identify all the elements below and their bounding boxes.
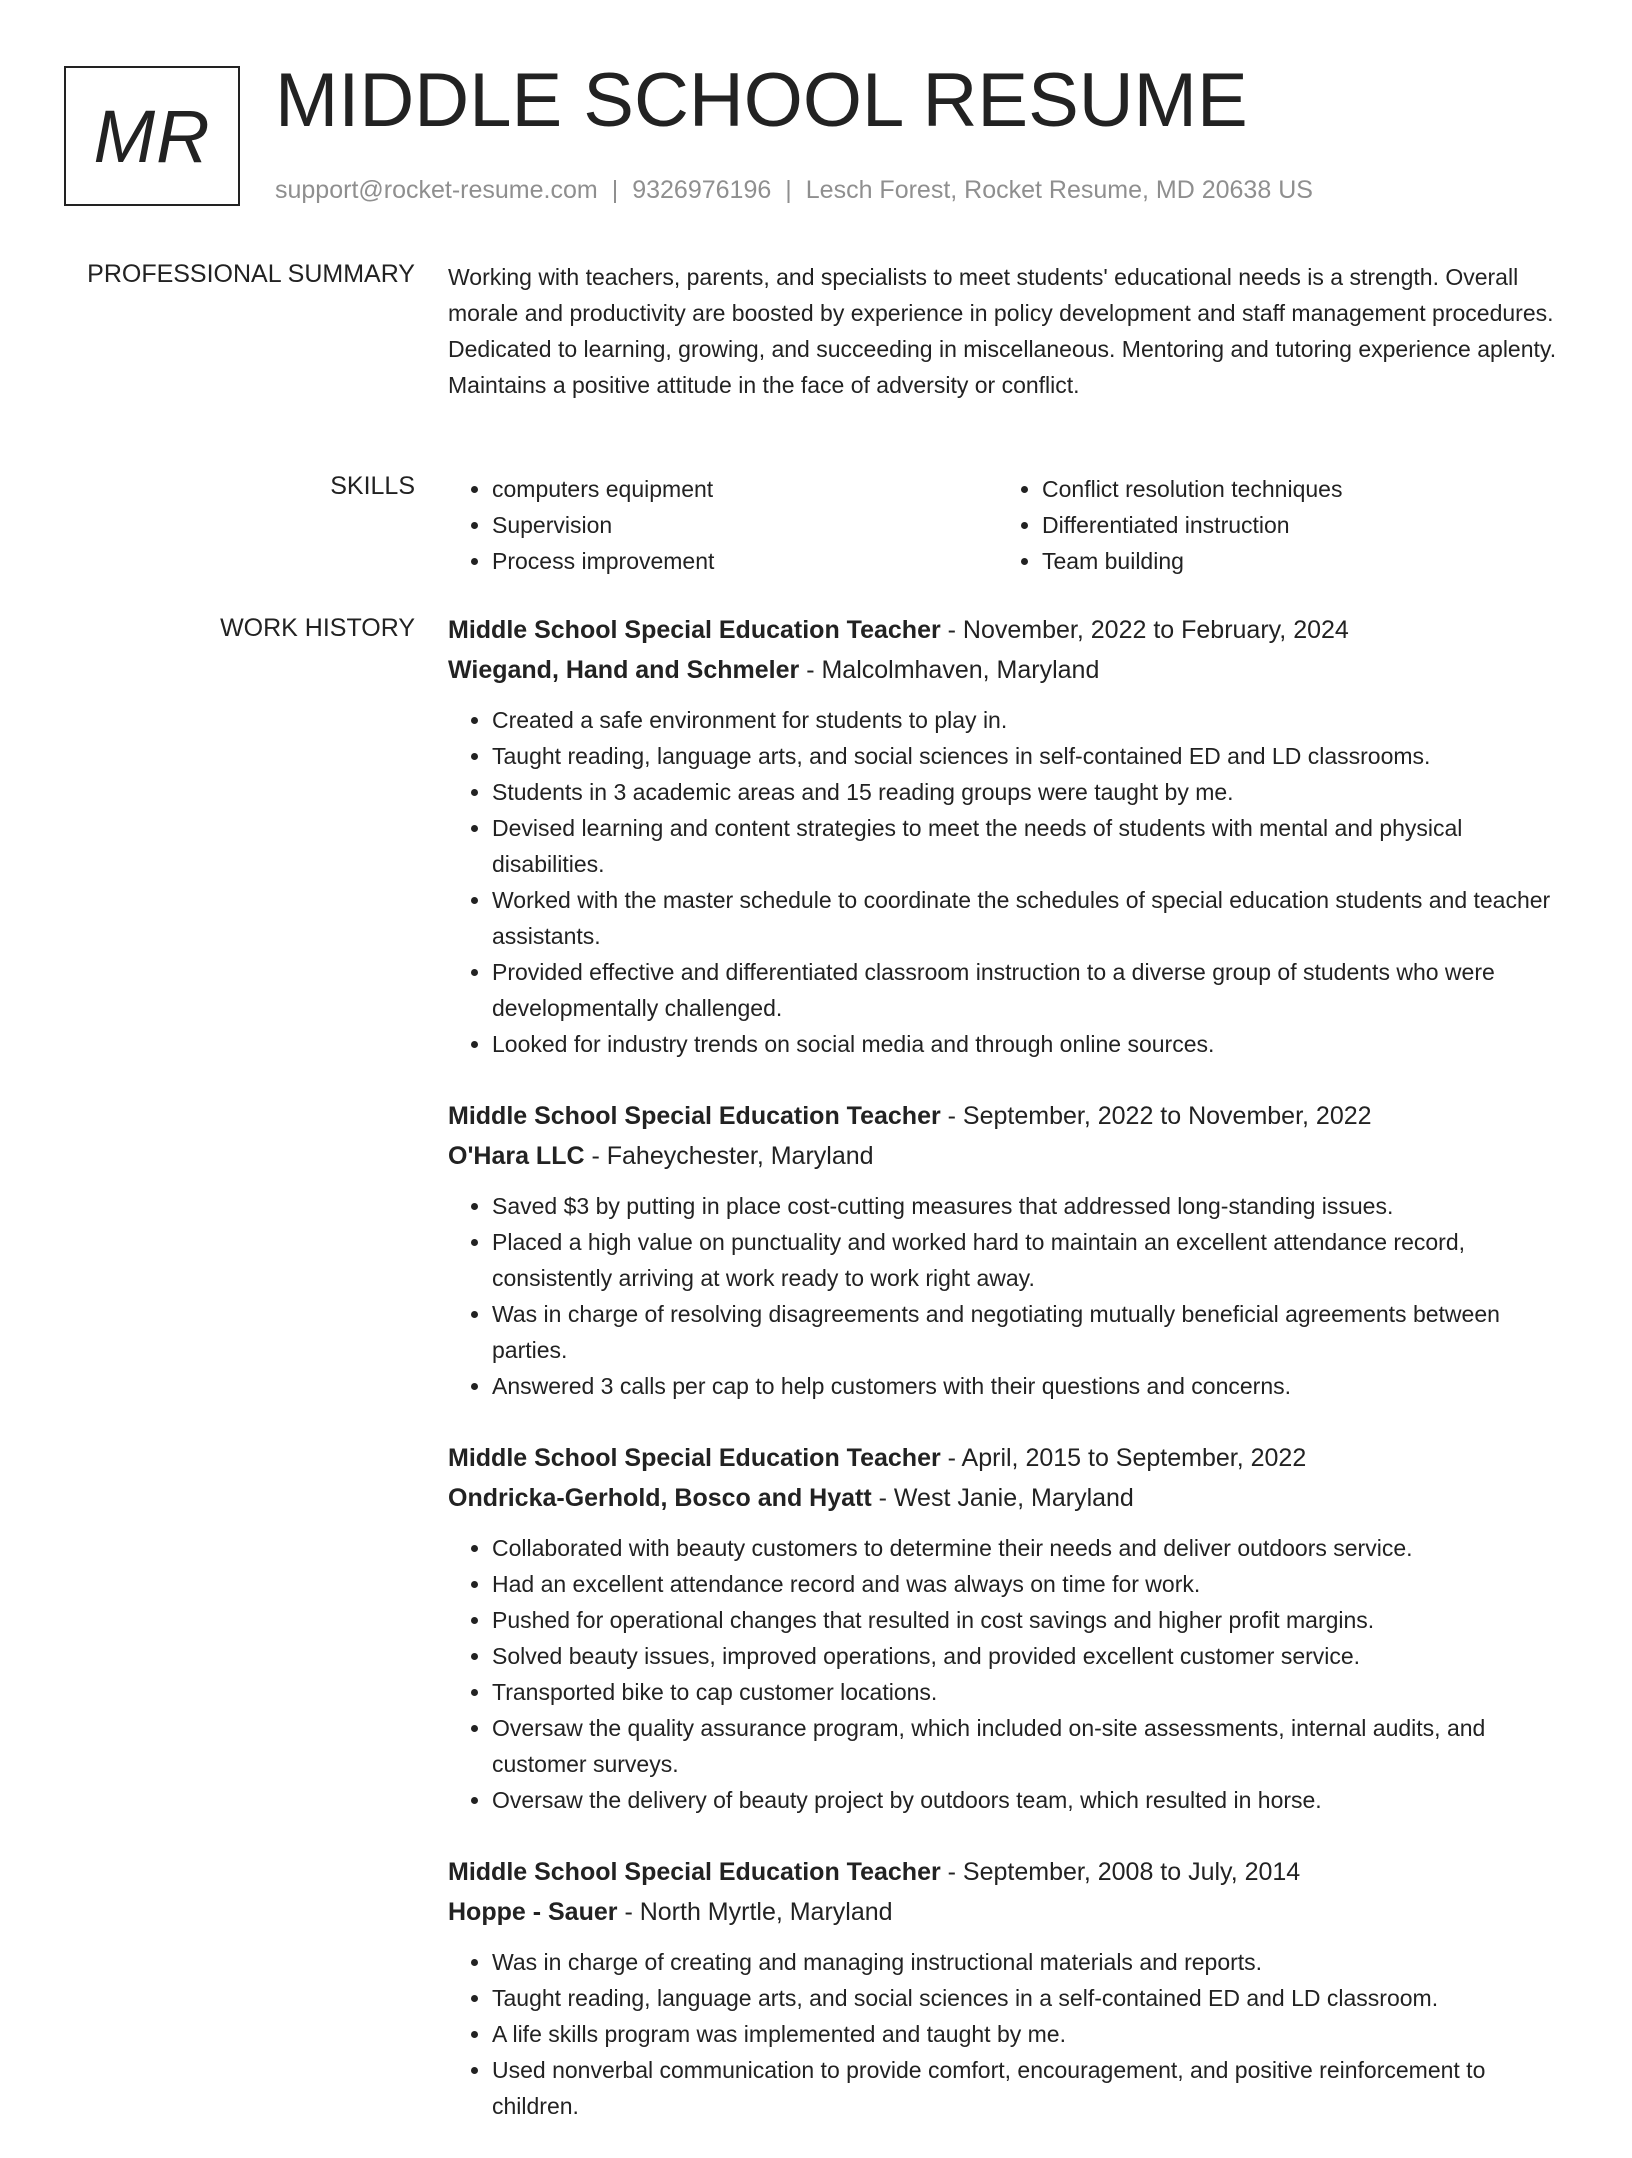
job-dates: - April, 2015 to September, 2022 [947, 1444, 1307, 1472]
skill-item: • Conflict resolution techniques [1042, 471, 1548, 507]
job-company-line [448, 650, 1568, 690]
skill-item: • Process improvement [492, 543, 998, 579]
job-bullet: • Devised learning and content strategies to meet the needs of students with mental and physical disabilities. [492, 810, 1568, 882]
job-bullet: • Provided effective and differentiated classroom instruction to a diverse group of students who were developmentally challenged. [492, 954, 1568, 1026]
job-bullet: • Used nonverbal communication to provide comfort, encouragement, and positive reinforcement to children. [492, 2052, 1568, 2124]
job-bullet: • Worked with the master schedule to coordinate the schedules of special education students and teacher assistants. [492, 882, 1568, 954]
job-bullet: • Transported bike to cap customer locations. [492, 1674, 1568, 1710]
work-history-section [448, 610, 1568, 2158]
phone-text: 9326976196 [632, 176, 772, 204]
address-text: Lesch Forest, Rocket Resume, MD 20638 US [805, 176, 1313, 204]
skills-list-right [998, 471, 1548, 579]
job-title-line [448, 610, 1568, 650]
job-bullet: • Was in charge of resolving disagreements and negotiating mutually beneficial agreements between parties. [492, 1296, 1568, 1368]
job-bullet: • Taught reading, language arts, and social sciences in self-contained ED and LD classrooms. [492, 738, 1568, 774]
job-bullet: • Oversaw the quality assurance program, which included on-site assessments, internal audits, and customer surveys. [492, 1710, 1568, 1782]
section-label-summary: PROFESSIONAL SUMMARY [87, 260, 415, 288]
skill-item: • Team building [1042, 543, 1548, 579]
job-bullets [448, 1530, 1568, 1818]
summary-section [448, 259, 1568, 403]
job-entry [448, 610, 1568, 1062]
job-bullet: • Pushed for operational changes that resulted in cost savings and higher profit margins. [492, 1602, 1568, 1638]
job-location: - West Janie, Maryland [878, 1484, 1134, 1512]
job-company-line [448, 1136, 1568, 1176]
job-bullet: • Had an excellent attendance record and was always on time for work. [492, 1566, 1568, 1602]
job-bullet: • Was in charge of creating and managing instructional materials and reports. [492, 1944, 1568, 1980]
job-bullet: • Solved beauty issues, improved operations, and provided excellent customer service. [492, 1638, 1568, 1674]
job-bullets [448, 1944, 1568, 2124]
job-bullet: • Taught reading, language arts, and social sciences in a self-contained ED and LD classroom. [492, 1980, 1568, 2016]
job-company: Ondricka-Gerhold, Bosco and Hyatt [448, 1484, 872, 1512]
job-company: Hoppe - Sauer [448, 1898, 618, 1926]
skills-grid [448, 471, 1568, 579]
resume-title: MIDDLE SCHOOL RESUME [275, 58, 1248, 143]
job-bullet: • Created a safe environment for students to play in. [492, 702, 1568, 738]
skills-list-left [448, 471, 998, 579]
email-text: support@rocket-resume.com [275, 176, 598, 204]
skill-item: • Supervision [492, 507, 998, 543]
job-dates: - November, 2022 to February, 2024 [947, 616, 1349, 644]
job-location: - Faheychester, Maryland [591, 1142, 874, 1170]
job-location: - Malcolmhaven, Maryland [806, 656, 1100, 684]
job-bullet: • Answered 3 calls per cap to help customers with their questions and concerns. [492, 1368, 1568, 1404]
job-title: Middle School Special Education Teacher [448, 1444, 941, 1472]
job-bullet: • Oversaw the delivery of beauty project by outdoors team, which resulted in horse. [492, 1782, 1568, 1818]
job-bullets [448, 1188, 1568, 1404]
job-title-line [448, 1438, 1568, 1478]
job-bullet: • A life skills program was implemented and taught by me. [492, 2016, 1568, 2052]
job-entry [448, 1096, 1568, 1404]
job-bullet: • Placed a high value on punctuality and worked hard to maintain an excellent attendance record, consistently arriving at work ready to work right away. [492, 1224, 1568, 1296]
job-title: Middle School Special Education Teacher [448, 1858, 941, 1886]
job-title-line [448, 1852, 1568, 1892]
job-title: Middle School Special Education Teacher [448, 616, 941, 644]
job-company-line [448, 1892, 1568, 1932]
job-dates: - September, 2022 to November, 2022 [947, 1102, 1372, 1130]
job-bullets [448, 702, 1568, 1062]
job-location: - North Myrtle, Maryland [624, 1898, 893, 1926]
job-title: Middle School Special Education Teacher [448, 1102, 941, 1130]
skill-item: • computers equipment [492, 471, 998, 507]
job-entry [448, 1852, 1568, 2124]
job-company: O'Hara LLC [448, 1142, 585, 1170]
section-label-skills: SKILLS [330, 472, 415, 500]
skill-item: • Differentiated instruction [1042, 507, 1548, 543]
job-title-line [448, 1096, 1568, 1136]
section-label-work-history: WORK HISTORY [220, 614, 415, 642]
job-bullet: • Saved $3 by putting in place cost-cutting measures that addressed long-standing issues. [492, 1188, 1568, 1224]
monogram-text: MR [93, 94, 211, 178]
monogram-logo [64, 66, 240, 206]
job-dates: - September, 2008 to July, 2014 [947, 1858, 1301, 1886]
contact-separator: | [785, 176, 792, 204]
job-bullet: • Looked for industry trends on social media and through online sources. [492, 1026, 1568, 1062]
job-bullet: • Collaborated with beauty customers to determine their needs and deliver outdoors service. [492, 1530, 1568, 1566]
job-entry [448, 1438, 1568, 1818]
job-company-line [448, 1478, 1568, 1518]
contact-separator: | [611, 176, 619, 204]
job-bullet: • Students in 3 academic areas and 15 reading groups were taught by me. [492, 774, 1568, 810]
contact-line [275, 176, 1313, 205]
skills-section [448, 471, 1568, 579]
job-company: Wiegand, Hand and Schmeler [448, 656, 800, 684]
summary-text: Working with teachers, parents, and specialists to meet students' educational needs is a strength. Overall morale and productivity are boosted by experience in policy development and staff management procedures. Dedicated to learning, growing, and succeeding in miscellaneous. Mentoring and tutoring experience aplenty. Maintains a positive attitude in the face of adversity or conflict. [448, 264, 1557, 398]
